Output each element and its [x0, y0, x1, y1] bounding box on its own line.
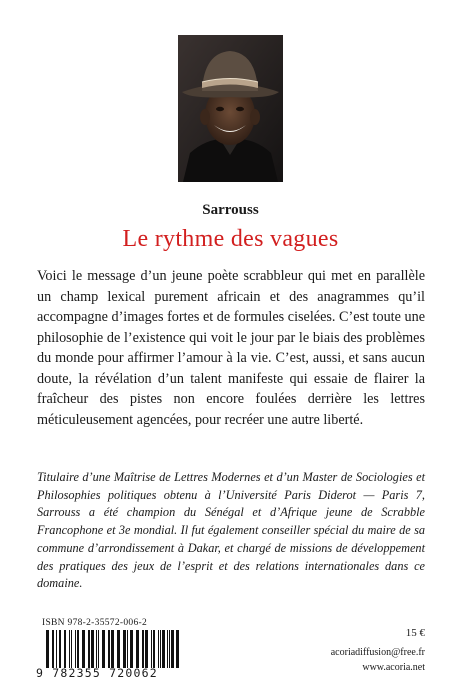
- barcode-bar: [108, 630, 110, 668]
- barcode-bar: [136, 630, 139, 668]
- author-portrait-image: [178, 35, 283, 182]
- barcode-bar: [98, 630, 99, 668]
- barcode-bar: [153, 630, 155, 668]
- author-name: Sarrouss: [202, 202, 259, 218]
- barcode-bar: [176, 630, 179, 668]
- author-bio: Titulaire d’une Maîtrise de Lettres Modernes et d’un Master de Sociologies et Philosophies politiques obtenu à l’Université Paris Diderot — Paris 7, Sarrouss a été champion du Sénégal et d’Afrique jeune de Scrabble Francophone et 3e mondial. Il fut également conseiller spécial du maire de sa commune d’arrondissement à Dakar, et chargé de missions de développement des pratiques des jeux de l’esprit et des relations internationales dans ce domaine.: [37, 470, 425, 591]
- price: 15 €: [405, 627, 425, 639]
- book-blurb: Voici le message d’un jeune poète scrabbleur qui met en parallèle un champ lexical purement africain et des anagrammes qu’il accompagne d’images fortes et de formules ciselées. C’est toute une philosophie de l’existence qui voit le jour par le biais des problèmes du monde pour affirmer l’amour à la vie. C’est, aussi, et sans aucun doute, la révélation d’un talent manifeste qui essaie de flairer la fraîcheur des pistes non encore foulées derrière les lettres méticuleusement agencées, pour recréer une autre liberté.: [37, 268, 425, 428]
- barcode-bar: [71, 630, 72, 668]
- barcode-bar: [117, 630, 120, 668]
- barcode-bar: [167, 630, 168, 668]
- barcode-bar: [82, 630, 85, 668]
- barcode-bar: [69, 630, 70, 668]
- barcode-bar: [169, 630, 170, 668]
- barcode-bar: [59, 630, 61, 668]
- publisher-email: acoriadiffusion@free.fr: [330, 647, 425, 658]
- barcode-bar: [88, 630, 90, 668]
- barcode-bar: [142, 630, 144, 668]
- book-title: Le rythme des vagues: [122, 226, 339, 252]
- barcode-bar: [160, 630, 161, 668]
- barcode-bar: [111, 630, 114, 668]
- author-photo: [178, 35, 283, 182]
- barcode-bar: [158, 630, 159, 668]
- barcode-bar: [151, 630, 152, 668]
- publisher-contact: [331, 645, 425, 675]
- publisher-website: www.acoria.net: [362, 662, 425, 673]
- barcode-bar: [64, 630, 66, 668]
- barcode-bar: [52, 630, 54, 668]
- barcode-bar: [127, 630, 128, 668]
- barcode-bar: [77, 630, 79, 668]
- barcode-bar: [171, 630, 174, 668]
- barcode-block: [36, 618, 196, 680]
- barcode-bar: [56, 630, 57, 668]
- barcode-bar: [96, 630, 97, 668]
- barcode-bar: [75, 630, 76, 668]
- isbn-label: ISBN 978-2-35572-006-2: [42, 618, 148, 628]
- ean-number: 9 782355 720062: [36, 666, 158, 680]
- barcode-bar: [145, 630, 148, 668]
- barcode-bar: [162, 630, 165, 668]
- barcode-bars: [36, 630, 186, 668]
- barcode-bar: [130, 630, 133, 668]
- barcode-bar: [46, 630, 49, 668]
- barcode-bar: [123, 630, 126, 668]
- barcode-bar: [91, 630, 94, 668]
- barcode-bar: [102, 630, 105, 668]
